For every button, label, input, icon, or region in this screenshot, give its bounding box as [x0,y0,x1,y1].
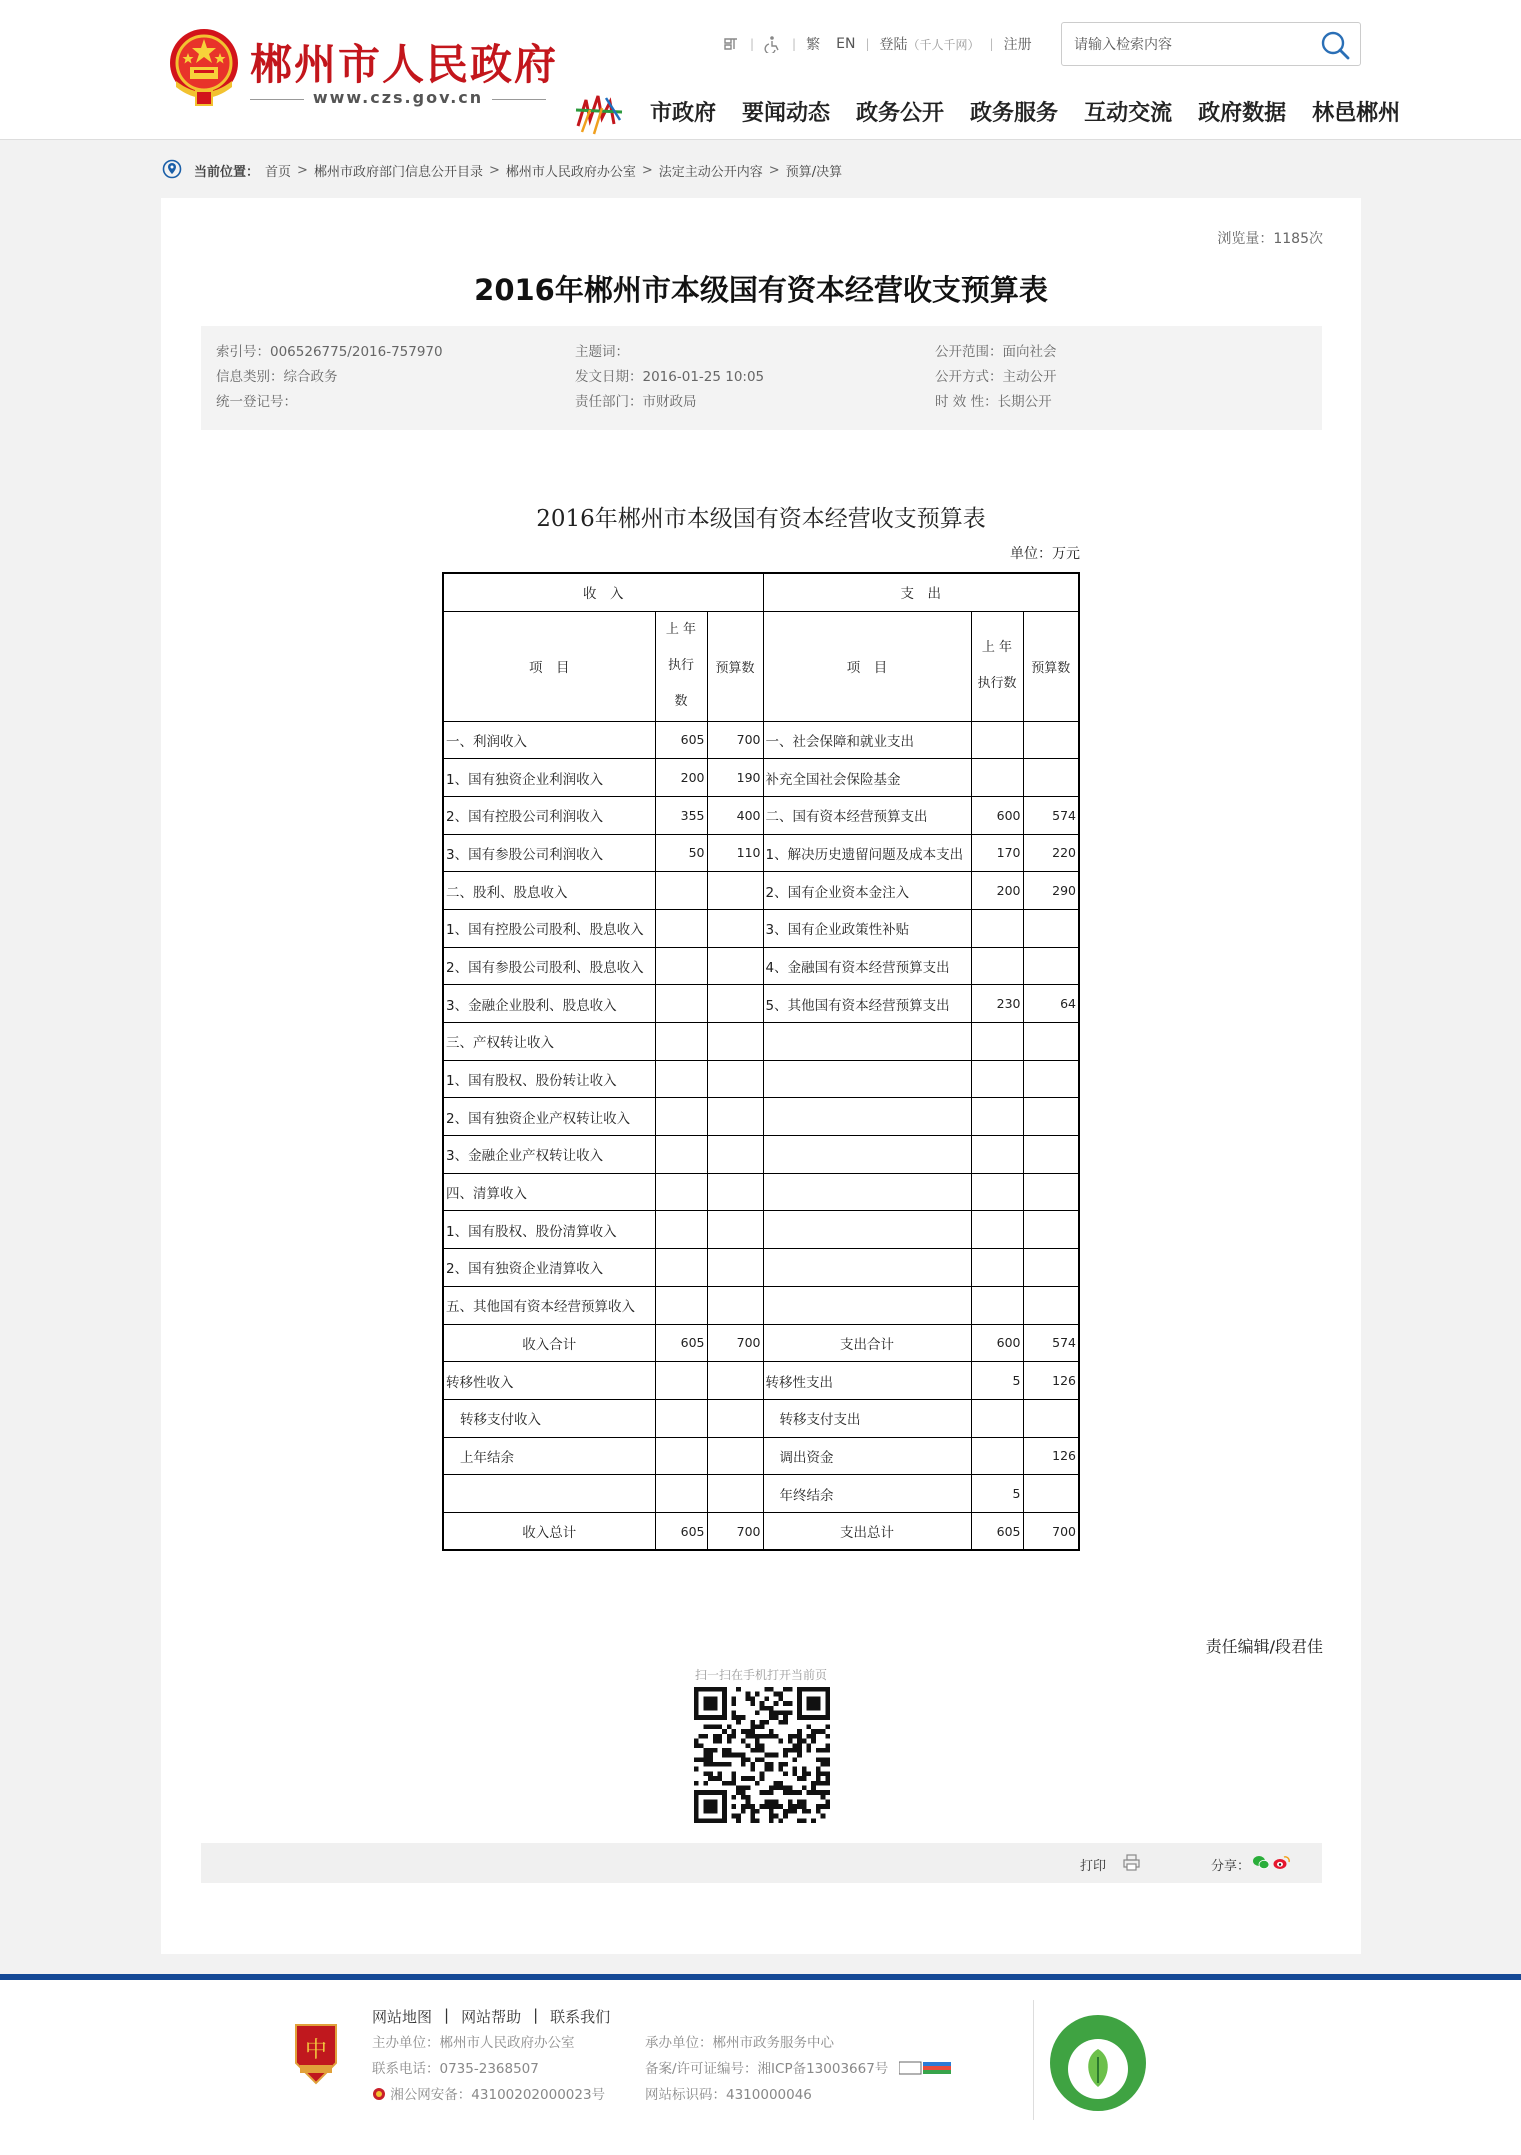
nav-item-government-affairs[interactable]: 政务公开 [856,101,945,126]
income-item-cell: 三、产权转让收入 [443,1023,655,1061]
expense-budget-cell [1023,759,1079,797]
cell [443,1475,655,1513]
expense-item-cell [763,1060,971,1098]
table-unit: 单位：万元 [1010,546,1080,562]
income-item-cell: 1、国有独资企业利润收入 [443,759,655,797]
expense-budget-cell [1023,1098,1079,1136]
footer-site-code: 网站标识码：4310000046 [645,2087,812,2103]
login-note: （千人千网） [907,37,980,52]
expense-budget-cell [1023,721,1079,759]
expense-last-year-cell [971,759,1023,797]
income-last-year-cell [655,1173,707,1211]
expense-item-cell [763,1023,971,1061]
income-last-year-cell: 50 [655,834,707,872]
total-row [443,1512,1079,1550]
table-body [443,721,1079,1324]
article-card [161,198,1361,1954]
income-last-year-cell [655,985,707,1023]
expense-item-cell: 5、其他国有资本经营预算支出 [763,985,971,1023]
expense-last-year-cell: 600 [971,796,1023,834]
transfer-payment-income-label: 转移支付收入 [443,1399,655,1437]
register-link[interactable]: 注册 [1003,37,1032,53]
income-budget-cell [707,947,763,985]
income-last-year-cell [655,1211,707,1249]
qr-caption: 扫一扫在手机打开当前页 [694,1668,827,1682]
meta-unified-no: 统一登记号： [216,394,297,410]
income-last-year-cell [655,909,707,947]
elderly-mode-icon[interactable] [722,35,740,53]
income-budget-cell [707,872,763,910]
main-nav [650,96,1400,127]
footer-contact-link[interactable]: 联系我们 [550,2008,611,2026]
table-row [443,872,1079,910]
expense-last-year-cell [971,1136,1023,1174]
expense-last-year-cell: 200 [971,872,1023,910]
table-row [443,1023,1079,1061]
footer-help-link[interactable]: 网站帮助 [461,2008,522,2026]
expense-item-cell [763,1211,971,1249]
expense-budget-header: 预算数 [1023,611,1079,721]
cell: 5 [971,1362,1023,1400]
site-footer [0,1974,1521,2155]
cell [707,1475,763,1513]
table-row [443,985,1079,1023]
expense-item-cell: 一、社会保障和就业支出 [763,721,971,759]
table-row [443,1060,1079,1098]
expense-item-cell [763,1286,971,1324]
income-subtotal-label: 收入合计 [443,1324,655,1362]
search-icon[interactable] [1318,29,1352,61]
login-link[interactable]: 登陆 [879,37,908,53]
expense-item-cell [763,1249,971,1287]
year-end-row [443,1475,1079,1513]
meta-column-3 [935,340,1057,415]
article-meta [201,326,1322,430]
top-links [722,34,1032,54]
city-logo-icon [572,90,628,136]
income-budget-cell: 190 [707,759,763,797]
income-item-cell: 1、国有股权、股份清算收入 [443,1211,655,1249]
income-budget-cell [707,1060,763,1098]
qr-code-icon [694,1687,830,1823]
divider [1033,2000,1034,2120]
footer-icp[interactable]: 备案/许可证编号：湘ICP备13003667号 [645,2061,889,2077]
expense-budget-cell [1023,1211,1079,1249]
meta-index-no: 索引号：006526775/2016-757970 [216,344,443,360]
income-budget-cell: 700 [707,721,763,759]
meta-method: 公开方式：主动公开 [935,369,1057,385]
expense-last-year-cell [971,721,1023,759]
expense-item-cell: 3、国有企业政策性补贴 [763,909,971,947]
footer-info-right [645,2030,951,2108]
income-item-cell: 2、国有独资企业清算收入 [443,1249,655,1287]
traditional-chinese-link[interactable]: 繁 [806,37,821,53]
income-item-cell: 1、国有控股公司股利、股息收入 [443,909,655,947]
breadcrumb-label: 当前位置： [194,164,260,180]
meta-validity: 时 效 性：长期公开 [935,394,1052,410]
income-budget-cell [707,1249,763,1287]
funds-transferred-out-label: 调出资金 [763,1437,971,1475]
separator: | [533,2006,539,2024]
meta-subject: 主题词： [575,344,629,360]
income-subtotal-budget: 700 [707,1324,763,1362]
police-badge-icon[interactable] [372,2087,386,2101]
income-last-year-cell: 355 [655,796,707,834]
income-subtotal-last: 605 [655,1324,707,1362]
income-total-last: 605 [655,1512,707,1550]
expense-budget-cell [1023,1060,1079,1098]
meta-category: 信息类别：综合政务 [216,369,338,385]
expense-budget-cell [1023,1023,1079,1061]
transfer-payment-row [443,1399,1079,1437]
national-emblem-icon[interactable] [166,25,242,109]
income-last-year-header: 上 年 执行 数 [655,611,707,721]
cell [707,1437,763,1475]
table-row [443,909,1079,947]
location-pin-icon [162,159,182,181]
expense-item-cell: 二、国有资本经营预算支出 [763,796,971,834]
expense-budget-cell [1023,1249,1079,1287]
nav-item-news[interactable]: 要闻动态 [742,101,831,126]
expense-item-cell [763,1136,971,1174]
weibo-share-icon[interactable] [1273,1855,1290,1870]
year-end-balance-label: 年终结余 [763,1475,971,1513]
table-row [443,1098,1079,1136]
footer-phone: 联系电话：0735-2368507 [372,2061,539,2077]
party-government-badge-icon[interactable] [290,2023,342,2085]
cell [655,1475,707,1513]
breadcrumb-statutory[interactable]: 法定主动公开内容 [658,164,763,180]
income-total-label: 收入总计 [443,1512,655,1550]
expense-last-year-header: 上 年 执行数 [971,611,1023,721]
carryover-label: 上年结余 [443,1437,655,1475]
meta-scope: 公开范围：面向社会 [935,344,1057,360]
transfer-row [443,1362,1079,1400]
table-row [443,1173,1079,1211]
expense-last-year-cell [971,909,1023,947]
view-count: 浏览量：1185次 [1217,231,1323,247]
footer-police-record[interactable]: 湘公网安备：43100202000023号 [390,2087,606,2103]
expense-last-year-cell [971,1211,1023,1249]
cell [1023,1399,1079,1437]
nav-item-government-services[interactable]: 政务服务 [970,101,1059,126]
site-header [0,0,1521,140]
table-row [443,834,1079,872]
income-budget-cell [707,1023,763,1061]
income-item-cell: 2、国有参股公司股利、股息收入 [443,947,655,985]
separator: | [865,37,870,51]
breadcrumb-home[interactable]: 首页 [265,164,292,180]
income-budget-cell [707,1286,763,1324]
nav-item-government-data[interactable]: 政府数据 [1198,101,1287,126]
site-title[interactable]: 郴州市人民政府 [250,40,559,89]
income-budget-cell: 110 [707,834,763,872]
income-budget-cell [707,1211,763,1249]
table-row [443,759,1079,797]
expense-subtotal-label: 支出合计 [763,1324,971,1362]
expense-item-cell: 1、解决历史遗留问题及成本支出 [763,834,971,872]
income-last-year-cell [655,1136,707,1174]
expense-budget-cell [1023,1136,1079,1174]
expense-subtotal-budget: 574 [1023,1324,1079,1362]
separator: | [989,37,994,51]
income-item-cell: 2、国有独资企业产权转让收入 [443,1098,655,1136]
expense-total-label: 支出总计 [763,1512,971,1550]
income-last-year-cell [655,1098,707,1136]
income-item-cell: 1、国有股权、股份转让收入 [443,1060,655,1098]
breadcrumb-catalog[interactable]: 郴州市政府部门信息公开目录 [313,164,483,180]
table-row [443,1211,1079,1249]
expense-budget-cell: 574 [1023,796,1079,834]
cnzz-stats-icon[interactable] [899,2061,951,2075]
table-header-row [443,573,1079,611]
breadcrumb-separator: > [768,162,780,178]
expense-budget-cell: 220 [1023,834,1079,872]
income-last-year-cell: 605 [655,721,707,759]
expense-budget-cell: 290 [1023,872,1079,910]
table-subheader-row [443,611,1079,721]
income-last-year-cell [655,1023,707,1061]
footer-icp-row [645,2056,951,2082]
wechat-share-icon[interactable] [1253,1855,1269,1870]
expense-header: 支 出 [763,573,1079,611]
income-item-cell: 二、股利、股息收入 [443,872,655,910]
table-row [443,796,1079,834]
footer-organizer: 承办单位：郴州市政务服务中心 [645,2035,834,2051]
subtotal-row [443,1324,1079,1362]
breadcrumb-separator: > [641,162,653,178]
income-item-cell: 2、国有控股公司利润收入 [443,796,655,834]
english-link[interactable]: EN [836,36,856,52]
cell [1023,1475,1079,1513]
expense-item-header: 项 目 [763,611,971,721]
income-budget-cell [707,1136,763,1174]
separator: | [444,2006,450,2024]
income-budget-header: 预算数 [707,611,763,721]
breadcrumb-separator: > [488,162,500,178]
cell [971,1399,1023,1437]
income-item-cell: 四、清算收入 [443,1173,655,1211]
table-title: 2016年郴州市本级国有资本经营收支预算表 [536,506,986,532]
accessibility-icon[interactable] [764,35,782,53]
breadcrumb-office[interactable]: 郴州市人民政府办公室 [505,164,636,180]
income-last-year-cell [655,1249,707,1287]
breadcrumb-separator: > [297,162,308,178]
table-row [443,947,1079,985]
expense-budget-cell [1023,1173,1079,1211]
income-budget-cell [707,985,763,1023]
expense-budget-cell: 64 [1023,985,1079,1023]
cell [655,1399,707,1437]
cell [655,1362,707,1400]
expense-budget-cell [1023,1286,1079,1324]
expense-item-cell: 4、金融国有资本经营预算支出 [763,947,971,985]
meta-column-2 [575,340,764,415]
expense-total-last: 605 [971,1512,1023,1550]
footer-host: 主办单位：郴州市人民政府办公室 [372,2035,575,2051]
expense-total-budget: 700 [1023,1512,1079,1550]
expense-last-year-cell [971,1098,1023,1136]
expense-last-year-cell [971,1249,1023,1287]
expense-subtotal-last: 600 [971,1324,1023,1362]
cell [707,1362,763,1400]
breadcrumb [162,159,842,181]
income-item-cell: 一、利润收入 [443,721,655,759]
nav-item-interaction[interactable]: 互动交流 [1084,101,1173,126]
meta-issue-date: 发文日期：2016-01-25 10:05 [575,369,765,385]
budget-table [442,572,1080,1551]
table-row [443,1249,1079,1287]
footer-police-row [372,2082,605,2108]
nav-item-linyi-chenzhou[interactable]: 林邑郴州 [1312,101,1401,126]
table-row [443,1136,1079,1174]
transfer-income-label: 转移性收入 [443,1362,655,1400]
footer-sitemap-link[interactable]: 网站地图 [372,2008,433,2026]
meta-department: 责任部门：市财政局 [575,394,697,410]
separator: | [750,37,755,51]
expense-budget-cell [1023,909,1079,947]
divider [492,99,546,100]
income-item-cell: 3、金融企业股利、股息收入 [443,985,655,1023]
separator: | [792,37,797,51]
cell: 126 [1023,1362,1079,1400]
income-last-year-cell [655,1286,707,1324]
expense-item-cell: 2、国有企业资本金注入 [763,872,971,910]
divider [250,99,304,100]
expense-last-year-cell [971,1060,1023,1098]
income-budget-cell [707,1173,763,1211]
expense-item-cell [763,1173,971,1211]
expense-last-year-cell [971,1286,1023,1324]
printer-icon[interactable] [1123,1854,1140,1871]
breadcrumb-budget[interactable]: 预算/决算 [785,164,843,180]
income-item-cell: 3、国有参股公司利润收入 [443,834,655,872]
expense-last-year-cell [971,947,1023,985]
cell: 5 [971,1475,1023,1513]
table-row [443,721,1079,759]
income-last-year-cell [655,1060,707,1098]
site-url-wrap [250,88,546,110]
income-header: 收 入 [443,573,763,611]
cell: 126 [1023,1437,1079,1475]
cell [655,1437,707,1475]
income-item-cell: 五、其他国有资本经营预算收入 [443,1286,655,1324]
income-item-header: 项 目 [443,611,655,721]
expense-item-cell: 补充全国社会保险基金 [763,759,971,797]
civilization-emblem-icon[interactable] [1048,2013,1148,2113]
meta-column-1 [216,340,443,415]
footer-info-left [372,2030,605,2108]
transfer-expense-label: 转移性支出 [763,1362,971,1400]
expense-last-year-cell: 170 [971,834,1023,872]
income-last-year-cell [655,947,707,985]
income-budget-cell [707,1098,763,1136]
income-budget-cell: 400 [707,796,763,834]
expense-last-year-cell [971,1173,1023,1211]
income-last-year-cell [655,872,707,910]
print-button[interactable]: 打印 [1080,1859,1107,1874]
transfer-payment-expense-label: 转移支付支出 [763,1399,971,1437]
footer-links [372,2006,610,2027]
table-row [443,1286,1079,1324]
share-bar [201,1843,1322,1883]
article-title: 2016年郴州市本级国有资本经营收支预算表 [474,273,1048,307]
expense-last-year-cell: 230 [971,985,1023,1023]
svg-text:中: 中 [304,2038,328,2063]
cell [707,1399,763,1437]
income-total-budget: 700 [707,1512,763,1550]
site-url: www.czs.gov.cn [312,88,484,107]
carryover-row [443,1437,1079,1475]
search-box [1061,22,1361,66]
cell [971,1437,1023,1475]
expense-budget-cell [1023,947,1079,985]
expense-item-cell [763,1098,971,1136]
responsible-editor: 责任编辑/段君佳 [1205,1637,1323,1656]
share-label: 分享： [1211,1859,1251,1874]
income-last-year-cell: 200 [655,759,707,797]
income-item-cell: 3、金融企业产权转让收入 [443,1136,655,1174]
nav-item-city-government[interactable]: 市政府 [650,101,717,126]
income-budget-cell [707,909,763,947]
search-input[interactable] [1074,33,1314,57]
expense-last-year-cell [971,1023,1023,1061]
